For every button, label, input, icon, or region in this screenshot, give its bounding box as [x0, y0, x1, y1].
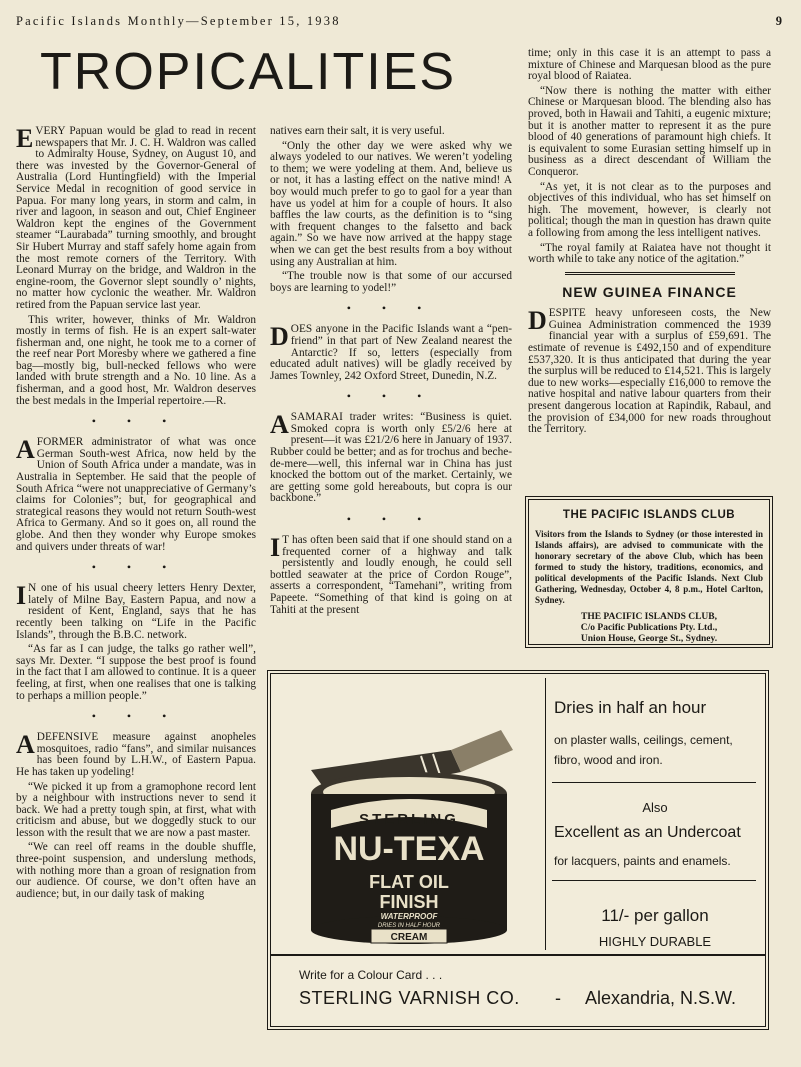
ad-surfaces: on plaster walls, ceilings, cement, fibro, wood and iron.	[554, 733, 733, 767]
paint-can-illustration	[301, 720, 523, 946]
can-brand-text: STERLING	[359, 811, 459, 828]
drop-cap: A	[270, 410, 289, 440]
club-address: THE PACIFIC ISLANDS CLUB, C/o Pacific Publications Pty. Ltd., Union House, George St., Sydney.	[580, 612, 718, 644]
ad-dash: -	[555, 988, 561, 1008]
ad-copy-panel	[545, 678, 764, 950]
article-tahiti: I T has often been said that if one should stand on a frequented corner of a highway and talk persistently and loudly enough, he could sell bottled seawater at the price of Cordon Rouge”, asserts a correspondent, “Tamehani”, writing from Papeete. “Something of that kind is going on at Tahiti at the present	[270, 533, 512, 616]
paragraph: “We can reel off reams in the double shuffle, three-point suspension, and underslung methods, with nothing more than a groan of resignation from our audience. Of course, we don’t often have an audience; but, in our daily task of making	[16, 841, 256, 900]
can-line-2: FINISH	[379, 892, 439, 912]
club-notice-box	[528, 499, 770, 645]
drop-cap: A	[16, 730, 35, 760]
paragraph: This writer, however, thinks of Mr. Waldron mostly in terms of fish. He is an expert salt-water fisherman and, one night, he took me to a corner of the reef near Port Moresby where we gathered a fine bag—mostly big, bull-necked fellows who were landed with brute strength and a No. 10 line. As a fisherman, and a good host, Mr. Waldron deserves the best medals in the Imperial repertoire.—R.	[16, 313, 256, 407]
can-product-name: NU-TEXA	[333, 830, 485, 868]
running-title: Pacific Islands Monthly—September 15, 1938	[16, 14, 341, 28]
article-dexter: I N one of his usual cheery letters Henry Dexter, lately of Milne Bay, Eastern Papua, and now a resident of Kent, England, says that he has recently been talking on “Life in the Pacific Islands”, through the B.B.C. network.	[16, 581, 256, 641]
can-colour-label: CREAM	[390, 932, 428, 943]
ad-write-prompt: Write for a Colour Card . . .	[299, 968, 443, 982]
drop-cap: I	[16, 581, 27, 611]
separator-dots: • • •	[346, 512, 436, 527]
ad-company: STERLING VARNISH CO.	[299, 988, 520, 1008]
club-body: Visitors from the Islands to Sydney (or those interested in Islands affairs), are advised to communicate with the honorary secretary of the above Club, which has been formed to study the history, traditions, economics, and political developments of the Pacific Islands. Next Club Gathering, Wednesday, October 4, 8 p.m., Hotel Carlton, Sydney.	[535, 529, 763, 605]
article-new-guinea-finance: DESPITE heavy unforeseen costs, the New Guinea Administration commenced the 1939 financial year with a surplus of £59,691. The estimate of revenue is £492,150 and of expenditure £537,320. It is thus anticipated that during the year the surplus will be reduced to £14,521. This is largely due to new works—especially £16,000 to remove the native hospital and native labour quarters from their present dangerous location at Rapindik, Rabaul, and the provision of £34,000 for new roads throughout the Territory.	[528, 306, 771, 436]
drop-cap: A	[16, 435, 35, 465]
club-title: THE PACIFIC ISLANDS CLUB	[562, 509, 736, 521]
article-waldron: EVERY Papuan would be glad to read in recent newspapers that Mr. J. C. H. Waldron was called to Admiralty House, Sydney, on August 10, and there was invested by the Governor-General of Australia (Lord Huntingfield) with the Imperial Service Medal in recognition of good service in Papua. For many long years, in storm and calm, in river and lagoon, in season and out, Chief Engineer Waldron kept the engines of the Government steamer “Laurabada” turning smoothly, and brought Sir Hubert Murray and staff safely home again from the most remote corners of the Territory. With Leonard Murray on the bridge, and Waldron in the engine-room, the Governor slept soundly o’ nights, no matter how cyclonic the weather. Mr. Waldron retired from the Papuan service last year.	[16, 124, 256, 311]
article-samarai: ASAMARAI trader writes: “Business is quiet. Smoked copra is worth only £5/2/6 here at present—it was £21/2/6 here in January of 1937. Rubber could be better; and as for trochus and beche-de-mere—well, this infernal war in China has just knocked the bottom out of the market. Certainly, we are getting some gold hereabouts, but copra is our backbone.”	[270, 410, 512, 505]
paragraph: “We picked it up from a gramophone record lent by a neighbour with instructions never to send it back. We had a pretty tough spin, at first, what with criticism and abuse, but we doggedly stuck to our lesson with the result that we are now a past master.	[16, 780, 256, 839]
ad-footer	[271, 954, 765, 1008]
ad-also: Also	[642, 800, 668, 815]
article-pen-friend: DOES anyone in the Pacific Islands want a “pen-friend” in that part of New Zealand nearest the Antarctic? If so, letters (especially from educated adult natives) will be gladly received by James Townley, 242 Oxford Street, Dunedin, N.Z.	[270, 322, 512, 382]
ad-divider	[552, 880, 756, 881]
article-yodeling: ADEFENSIVE measure against anopheles mosquitoes, radio “fans”, and similar nuisances has been found by L.H.W., of Eastern Papua. He has taken up yodeling!	[16, 730, 256, 778]
paragraph: “The royal family at Raiatea have not thought it worth while to take any notice of the agitation.”	[528, 241, 771, 266]
separator-dots: • • •	[91, 709, 181, 724]
article-south-west-africa: AFORMER administrator of what was once German South-west Africa, now held by the Union of South Africa under a mandate, was in Australia in September. He said that the people of South Africa “were not unappreciative of Germany’s claims for Colonies”; but, for geographical and strategical reasons they would not return South-west Africa to Germany. And so it goes on, all round the globe. And then they wonder why Europe smokes and quivers under threats of war!	[16, 435, 256, 553]
column-1	[16, 126, 256, 903]
ad-headline: Dries in half an hour	[554, 698, 707, 717]
ad-undercoat: Excellent as an Undercoat	[554, 824, 741, 841]
column-3	[528, 48, 771, 439]
paragraph: “The trouble now is that some of our accursed boys are learning to yodel!”	[270, 270, 512, 294]
running-head	[16, 14, 786, 32]
ad-price: 11/- per gallon	[601, 906, 709, 925]
section-title: NEW GUINEA FINANCE	[562, 283, 737, 300]
can-line-1: FLAT OIL	[369, 872, 449, 892]
page-title: TROPICALITIES	[40, 43, 457, 101]
ad-location: Alexandria, N.S.W.	[585, 988, 737, 1008]
separator-dots: • • •	[91, 560, 181, 575]
paragraph: “Now there is nothing the matter with either Chinese or Marquesan blood. The blending also has proved, both in Hawaii and Tahiti, a eugenic mixture; but it is another matter to represent it as the pure blood of 40 generations of paramount high chiefs. It is equivalent to some Eurasian setting himself up in business as a direct descendant of William the Conqueror.	[528, 84, 771, 178]
drop-cap: D	[270, 322, 289, 352]
ad-durable: HIGHLY DURABLE	[598, 934, 712, 949]
paragraph: natives earn their salt, it is very useful.	[270, 125, 445, 137]
paragraph: “Only the other day we were asked why we always yodeled to our natives. We weren’t yodeling to them; we were yodeling at them. And, believe us or not, it has a lasting effect on the native mind! A boy would much prefer to go to gaol for a year than have us yodel at him for a couple of hours. It also baffles the law courts, as the definition is to “sing with frequent changes to the falsetto and back again.” So we have now arrived at the happy stage when we can get the best results from a boy without using any Australian at him.	[270, 139, 512, 268]
paint-advertisement	[267, 670, 769, 1030]
ad-undercoat-uses: for lacquers, paints and enamels.	[554, 854, 731, 868]
drop-cap: D	[528, 306, 547, 336]
paragraph: time; only in this case it is an attempt to pass a mixture of Chinese and Marquesan blood as the pure royal blood of Raiatea.	[528, 47, 771, 83]
paragraph: “As far as I can judge, the talks go rather well”, says Mr. Dexter. “I suppose the best proof is found in the fact that I am allowed to continue. It is a queer feeling, at first, when one realises that one is talking to perhaps a million people.”	[16, 643, 256, 702]
can-waterproof: WATERPROOF	[380, 912, 438, 921]
separator-dots: • • •	[91, 414, 181, 429]
separator-dots: • • •	[346, 301, 436, 316]
section-rule	[565, 272, 735, 275]
can-dries-text: DRIES IN HALF HOUR	[377, 923, 441, 929]
separator-dots: • • •	[346, 389, 436, 404]
drop-cap: E	[16, 124, 34, 153]
drop-cap: I	[270, 533, 281, 563]
page-number: 9	[775, 14, 782, 28]
ad-divider	[552, 782, 756, 783]
paragraph: “As yet, it is not clear as to the purposes and objectives of this individual, who has set himself on high. The movement, however, is clearly not political; though the man in question has drawn quite a following from among the less intelligent natives.	[528, 180, 771, 239]
column-2	[270, 126, 512, 619]
